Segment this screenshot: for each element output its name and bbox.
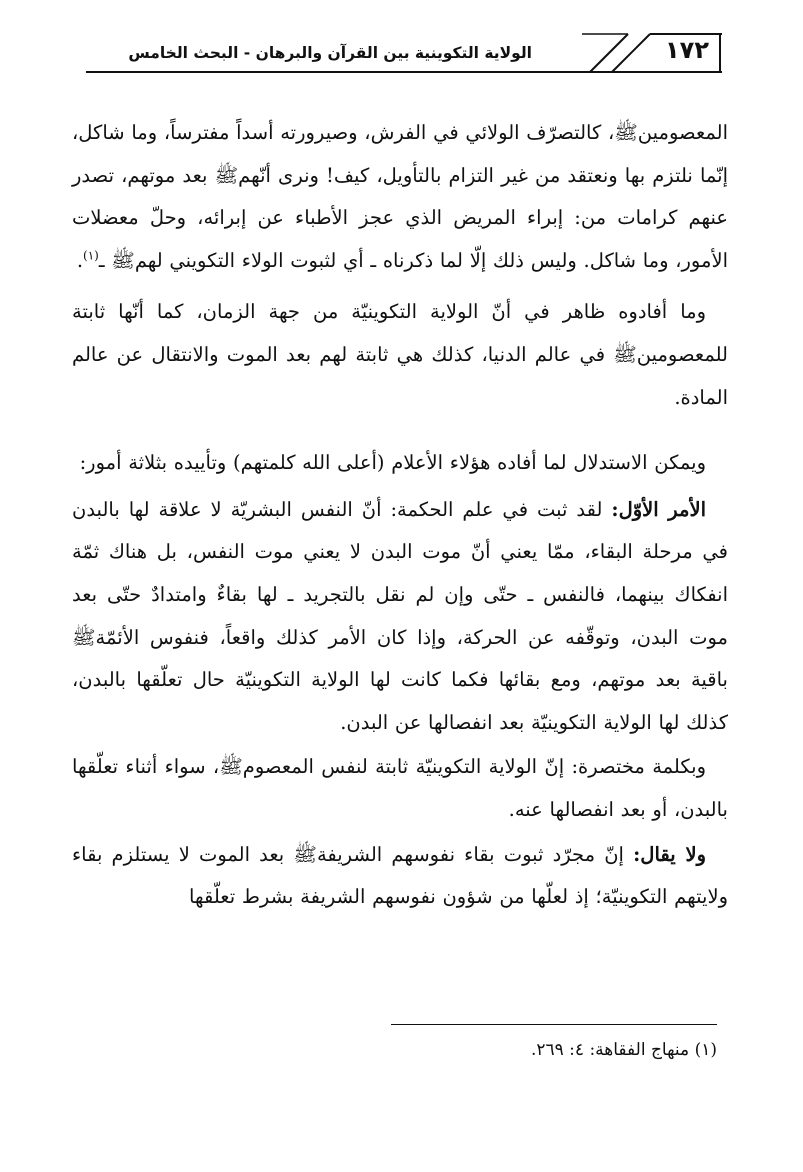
footnote-ref: (١) (83, 248, 99, 263)
running-title: الولاية التكوينية بين القرآن والبرهان - البحث الخامس (128, 44, 532, 62)
footnote-divider (391, 1024, 717, 1025)
paragraph-6 (72, 834, 728, 919)
main-text (72, 112, 728, 919)
footnote: (١) منهاج الفقاهة: ٤: ٢٦٩. (530, 1040, 717, 1060)
paragraph-5: وبكلمة مختصرة: إنّ الولاية التكوينيّة ثابتة لنفس المعصومﷺ، سواء أثناء تعلّقها بالبدن، أو بعد انفصالها عنه. (72, 755, 728, 821)
paragraph-6-text: إنّ مجرّد ثبوت بقاء نفوسهم الشريفةﷺ بعد الموت لا يستلزم بقاء ولايتهم التكوينيّة؛ إذ لعلّها من شؤون نفوسهم الشريفة بشرط تعلّقها (72, 842, 728, 909)
page-header (86, 32, 722, 76)
objection-lead: ولا يقال: (633, 842, 706, 866)
paragraph-4-text: لقد ثبت في علم الحكمة: أنّ النفس البشريّة لا علاقة لها بالبدن في مرحلة البقاء، ممّا يعني أنّ موت البدن لا يعني موت النفس، بل هناك ثمّة انفكاك بينهما، فالنفس ـ حتّى وإن لم نقل بالتجريد ـ لها بقاءٌ وامتدادٌ حتّى بعد موت البدن، وتوقّفه عن الحركة، وإذا كان الأمر كذلك واقعاً، فنفوس الأئمّةﷺ باقية بعد موتهم، ومع بقائها فكما كانت لها الولاية التكوينيّة حال تعلّقها بالبدن، كذلك لها الولاية التكوينيّة بعد انفصالها عن البدن. (72, 497, 728, 734)
first-point-lead: الأمر الأوّل: (611, 497, 706, 521)
paragraph-1-text: المعصومينﷺ، كالتصرّف الولائي في الفرش، وصيرورته أسداً مفترساً، وما شاكل، إنّما نلتزم بها ونعتقد من غير التزام بالتأويل، كيف! ونرى أنّهمﷺ بعد موتهم، تصدر عنهم كرامات من: إبراء المريض الذي عجز الأطباء عن إبرائه، وحلّ معضلات الأمور، وما شاكل. وليس ذلك إلّا لما ذكرناه ـ أي لثبوت الولاء التكويني لهمﷺ ـ (72, 121, 728, 272)
paragraph-1 (72, 112, 728, 282)
paragraph-3: ويمكن الاستدلال لما أفاده هؤلاء الأعلام (أعلى الله كلمتهم) وتأييده بثلاثة أمور: (79, 451, 706, 475)
page-number: ١٧٢ (665, 36, 709, 64)
paragraph-1-end: . (76, 248, 84, 272)
paragraph-4 (72, 489, 728, 745)
paragraph-2: وما أفادوه ظاهر في أنّ الولاية التكوينيّة من جهة الزمان، كما أنّها ثابتة للمعصومينﷺ في عالم الدنيا، كذلك هي ثابتة لهم بعد الموت والانتقال عن عالم المادة. (72, 300, 728, 409)
